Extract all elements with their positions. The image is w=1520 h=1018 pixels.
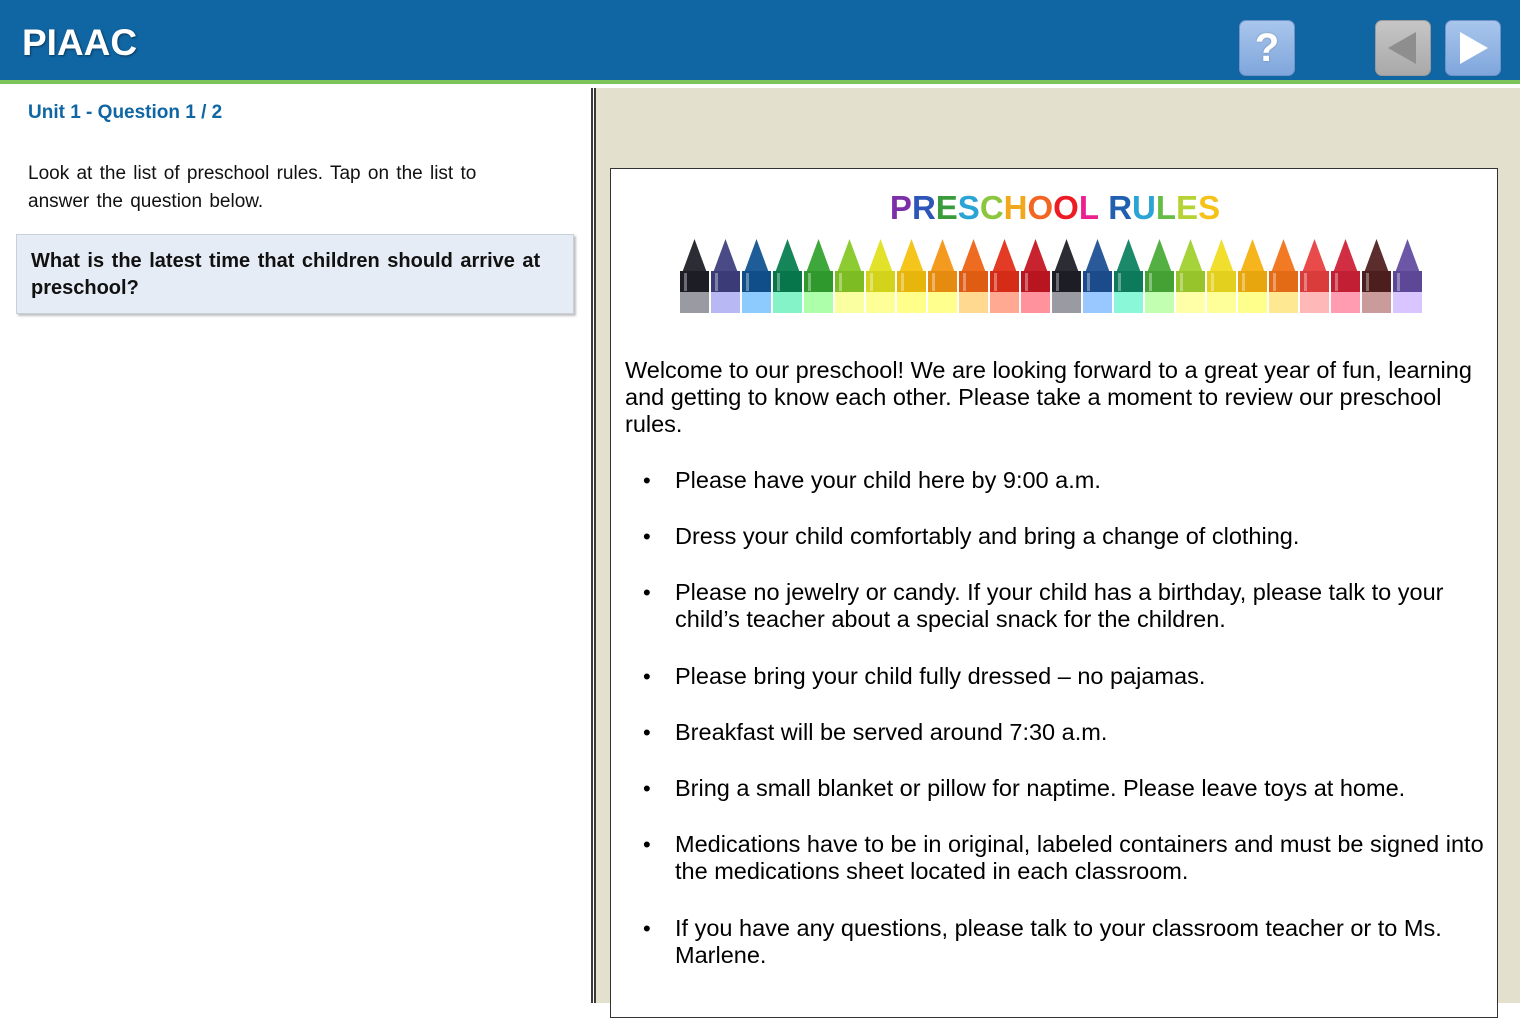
crayon: [711, 239, 740, 313]
title-letter: C: [979, 189, 1004, 226]
triangle-right-icon: [1456, 30, 1490, 66]
instructions-text: Look at the list of preschool rules. Tap on the list to answer the question below.: [28, 163, 477, 212]
crayon: [1083, 239, 1112, 313]
crayon: [835, 239, 864, 313]
rule-item[interactable]: [625, 915, 1485, 969]
crayon: [804, 239, 833, 313]
title-letter: U: [1132, 189, 1156, 226]
crayon: [1362, 239, 1391, 313]
crayon: [1300, 239, 1329, 313]
title-letter: O: [1053, 189, 1079, 226]
title-letter: S: [957, 189, 980, 226]
rule-item[interactable]: [625, 775, 1485, 802]
help-icon: ?: [1254, 25, 1280, 70]
title-letter: H: [1003, 189, 1028, 226]
rule-item[interactable]: [625, 663, 1485, 690]
rule-text: Please bring your child fully dressed – no pajamas.: [675, 663, 1206, 689]
rule-item[interactable]: [625, 719, 1485, 746]
bullet-icon: •: [643, 580, 651, 605]
rule-text: Dress your child comfortably and bring a change of clothing.: [675, 523, 1300, 549]
rule-text: Please no jewelry or candy. If your child has a birthday, please talk to your child’s teacher about a special snack for the children.: [675, 579, 1444, 632]
question-box: What is the latest time that children should arrive at preschool?: [16, 234, 574, 314]
crayon: [897, 239, 926, 313]
title-letter: E: [935, 189, 958, 226]
bullet-icon: •: [643, 468, 651, 493]
title-letter: L: [1155, 189, 1177, 226]
crayon: [1021, 239, 1050, 313]
rule-item[interactable]: [625, 523, 1485, 550]
crayon: [1207, 239, 1236, 313]
rule-text: Please have your child here by 9:00 a.m.: [675, 467, 1101, 493]
crayon: [742, 239, 771, 313]
rule-item[interactable]: [625, 579, 1485, 633]
crayon: [1145, 239, 1174, 313]
preschool-rules-document[interactable]: [610, 168, 1498, 1018]
crayons-banner-image: [679, 237, 1423, 313]
title-letter: S: [1198, 189, 1221, 226]
bullet-icon: •: [643, 832, 651, 857]
rule-text: Bring a small blanket or pillow for naptime. Please leave toys at home.: [675, 775, 1406, 801]
title-letter: [1099, 189, 1108, 226]
crayon: [1052, 239, 1081, 313]
title-letter: P: [889, 189, 912, 226]
crayon: [1269, 239, 1298, 313]
crayon: [1176, 239, 1205, 313]
question-panel: [0, 88, 591, 1003]
top-bar: [0, 0, 1520, 84]
bullet-icon: •: [643, 664, 651, 689]
next-button[interactable]: [1445, 20, 1501, 76]
rule-text: Breakfast will be served around 7:30 a.m.: [675, 719, 1108, 745]
crayon: [959, 239, 988, 313]
crayon: [928, 239, 957, 313]
back-button[interactable]: [1375, 20, 1431, 76]
title-letter: E: [1176, 189, 1199, 226]
app-title: PIAAC: [22, 22, 138, 63]
crayon: [1331, 239, 1360, 313]
crayon: [773, 239, 802, 313]
crayon: [680, 239, 709, 313]
bullet-icon: •: [643, 720, 651, 745]
title-letter: O: [1027, 189, 1054, 226]
crayon: [1238, 239, 1267, 313]
crayon: [990, 239, 1019, 313]
stimulus-panel: [596, 88, 1520, 1003]
help-button[interactable]: [1239, 20, 1295, 76]
crayon: [1393, 239, 1422, 313]
bullet-icon: •: [643, 916, 651, 941]
title-letter: L: [1078, 189, 1100, 226]
bullet-icon: •: [643, 524, 651, 549]
triangle-left-icon: [1386, 30, 1420, 66]
document-title: [611, 189, 1499, 227]
unit-question-label: Unit 1 - Question 1 / 2: [28, 102, 223, 123]
title-letter: R: [911, 189, 936, 226]
title-letter: R: [1108, 189, 1133, 226]
bullet-icon: •: [643, 776, 651, 801]
rule-item[interactable]: [625, 467, 1485, 494]
rule-item[interactable]: [625, 831, 1485, 885]
rule-text: Medications have to be in original, labeled containers and must be signed into the medications sheet located in each classroom.: [675, 831, 1484, 884]
welcome-paragraph[interactable]: Welcome to our preschool! We are looking forward to a great year of fun, learning and getting to know each other. Please take a moment to review our preschool rules.: [625, 357, 1472, 437]
crayon: [1114, 239, 1143, 313]
rule-text: If you have any questions, please talk to your classroom teacher or to Ms. Marlene.: [675, 915, 1442, 968]
crayon: [866, 239, 895, 313]
